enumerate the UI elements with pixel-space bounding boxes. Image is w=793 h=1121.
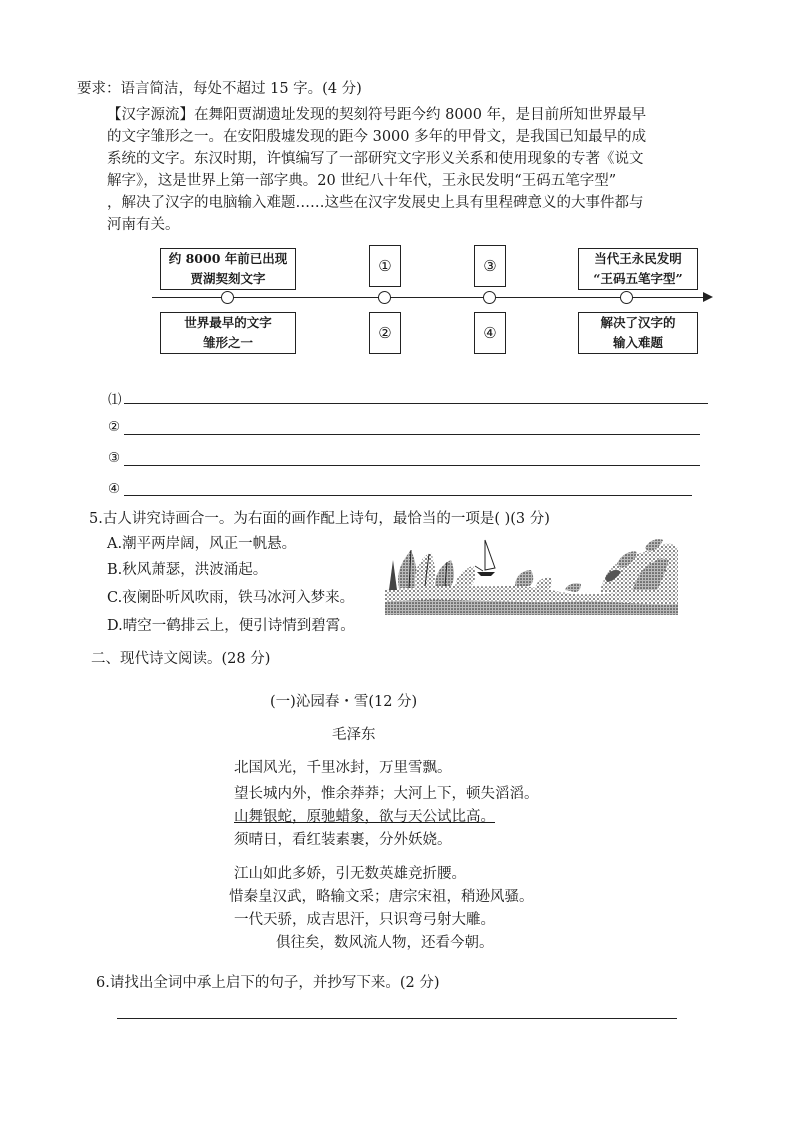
passage <box>107 104 717 236</box>
poem-author: 毛泽东 <box>332 727 376 743</box>
q5-stem: 5.古人讲究诗画合一。为右面的画作配上诗句，最恰当的一项是( )(3 分) <box>89 511 550 527</box>
timeline-box-1-bottom-line-1: 世界最早的文字 <box>184 315 272 330</box>
answer-line-4[interactable] <box>124 495 692 496</box>
timeline-box-4-top-line-2: “王码五笔字型” <box>593 271 683 286</box>
timeline-box-1-bottom-line-2: 雏形之一 <box>202 335 253 350</box>
answer-label-4: ④ <box>108 481 121 497</box>
answer-label-1: ⑴ <box>108 392 122 408</box>
timeline-box-4-top-line-1: 当代王永民发明 <box>594 251 682 266</box>
arrow-right-icon <box>703 292 713 302</box>
poem-line-8: 俱往矣，数风流人物，还看今朝。 <box>276 935 494 951</box>
poem-title: (一)沁园春・雪(12 分) <box>270 694 418 710</box>
timeline-dot-1 <box>221 291 234 304</box>
passage-line-3: 系统的文字。东汉时期，许慎编写了一部研究文字形义关系和使用现象的专著《说文 <box>107 151 644 167</box>
timeline-dot-4 <box>620 291 633 304</box>
timeline-blank-2-label: ② <box>378 324 392 342</box>
q5-option-a[interactable]: A.潮平两岸阔，风正一帆悬。 <box>107 536 297 552</box>
timeline-dot-3 <box>483 291 496 304</box>
q6-stem: 6.请找出全词中承上启下的句子，并抄写下来。(2 分) <box>96 975 440 991</box>
q5-option-d[interactable]: D.晴空一鹤排云上，便引诗情到碧霄。 <box>107 618 355 634</box>
passage-line-2: 的文字雏形之一。在安阳殷墟发现的距今 3000 多年的甲骨文，是我国已知最早的成 <box>107 129 647 145</box>
answer-label-3: ③ <box>108 450 121 466</box>
timeline-blank-1 <box>369 245 401 287</box>
passage-line-5: ，解决了汉字的电脑输入难题……这些在汉字发展史上具有里程碑意义的大事件都与 <box>107 195 644 211</box>
timeline-box-4-bottom <box>578 312 698 354</box>
q5-option-c[interactable]: C.夜阑卧听风吹雨，铁马冰河入梦来。 <box>107 590 355 606</box>
poem-line-6: 惜秦皇汉武，略输文采；唐宗宋祖，稍逊风骚。 <box>229 889 534 905</box>
timeline-box-4-bottom-line-2: 输入难题 <box>612 335 663 350</box>
timeline-blank-1-label: ① <box>378 257 392 275</box>
timeline-dot-2 <box>378 291 391 304</box>
passage-line-1: 【汉字源流】在舞阳贾湖遗址发现的契刻符号距今约 8000 年，是目前所知世界最早 <box>107 107 647 123</box>
passage-line-4: 解字》，这是世界上第一部字典。20 世纪八十年代，王永民发明“王码五笔字型” <box>107 173 617 189</box>
timeline-box-4-top <box>578 248 698 290</box>
answer-line-2[interactable] <box>124 434 700 435</box>
answer-label-2: ② <box>108 419 121 435</box>
q6-answer-line[interactable] <box>117 1018 677 1019</box>
timeline-box-1-bottom <box>160 312 296 354</box>
timeline-blank-3-label: ③ <box>483 257 497 275</box>
poem-line-5: 江山如此多娇，引无数英雄竞折腰。 <box>234 866 466 882</box>
requirement-text: 要求：语言简洁，每处不超过 15 字。(4 分) <box>77 81 362 97</box>
passage-line-6: 河南有关。 <box>107 217 180 233</box>
timeline-box-4-bottom-line-1: 解决了汉字的 <box>600 315 676 330</box>
poem-line-3-underlined: 山舞银蛇，原驰蜡象，欲与天公试比高。 <box>234 809 495 825</box>
poem-line-1: 北国风光，千里冰封，万里雪飘。 <box>234 760 452 776</box>
timeline-blank-4 <box>474 312 506 354</box>
timeline-blank-3 <box>474 245 506 287</box>
section2-heading: 二、现代诗文阅读。(28 分) <box>91 651 271 667</box>
poem-line-4: 须晴日，看红装素裹，分外妖娆。 <box>234 832 452 848</box>
poem-line-2: 望长城内外，惟余莽莽；大河上下，顿失滔滔。 <box>234 786 539 802</box>
timeline-blank-4-label: ④ <box>483 324 497 342</box>
poem-line-7: 一代天骄，成吉思汗，只识弯弓射大雕。 <box>234 912 495 928</box>
timeline-blank-2 <box>369 312 401 354</box>
q5-option-b[interactable]: B.秋风萧瑟，洪波涌起。 <box>107 562 268 578</box>
timeline-box-1-top-line-1: 约 8000 年前已出现 <box>168 251 288 266</box>
landscape-painting-image <box>385 530 678 615</box>
timeline-box-1-top <box>160 248 296 290</box>
timeline-box-1-top-line-2: 贾湖契刻文字 <box>190 271 266 286</box>
answer-line-1[interactable] <box>124 403 708 404</box>
answer-line-3[interactable] <box>124 465 700 466</box>
